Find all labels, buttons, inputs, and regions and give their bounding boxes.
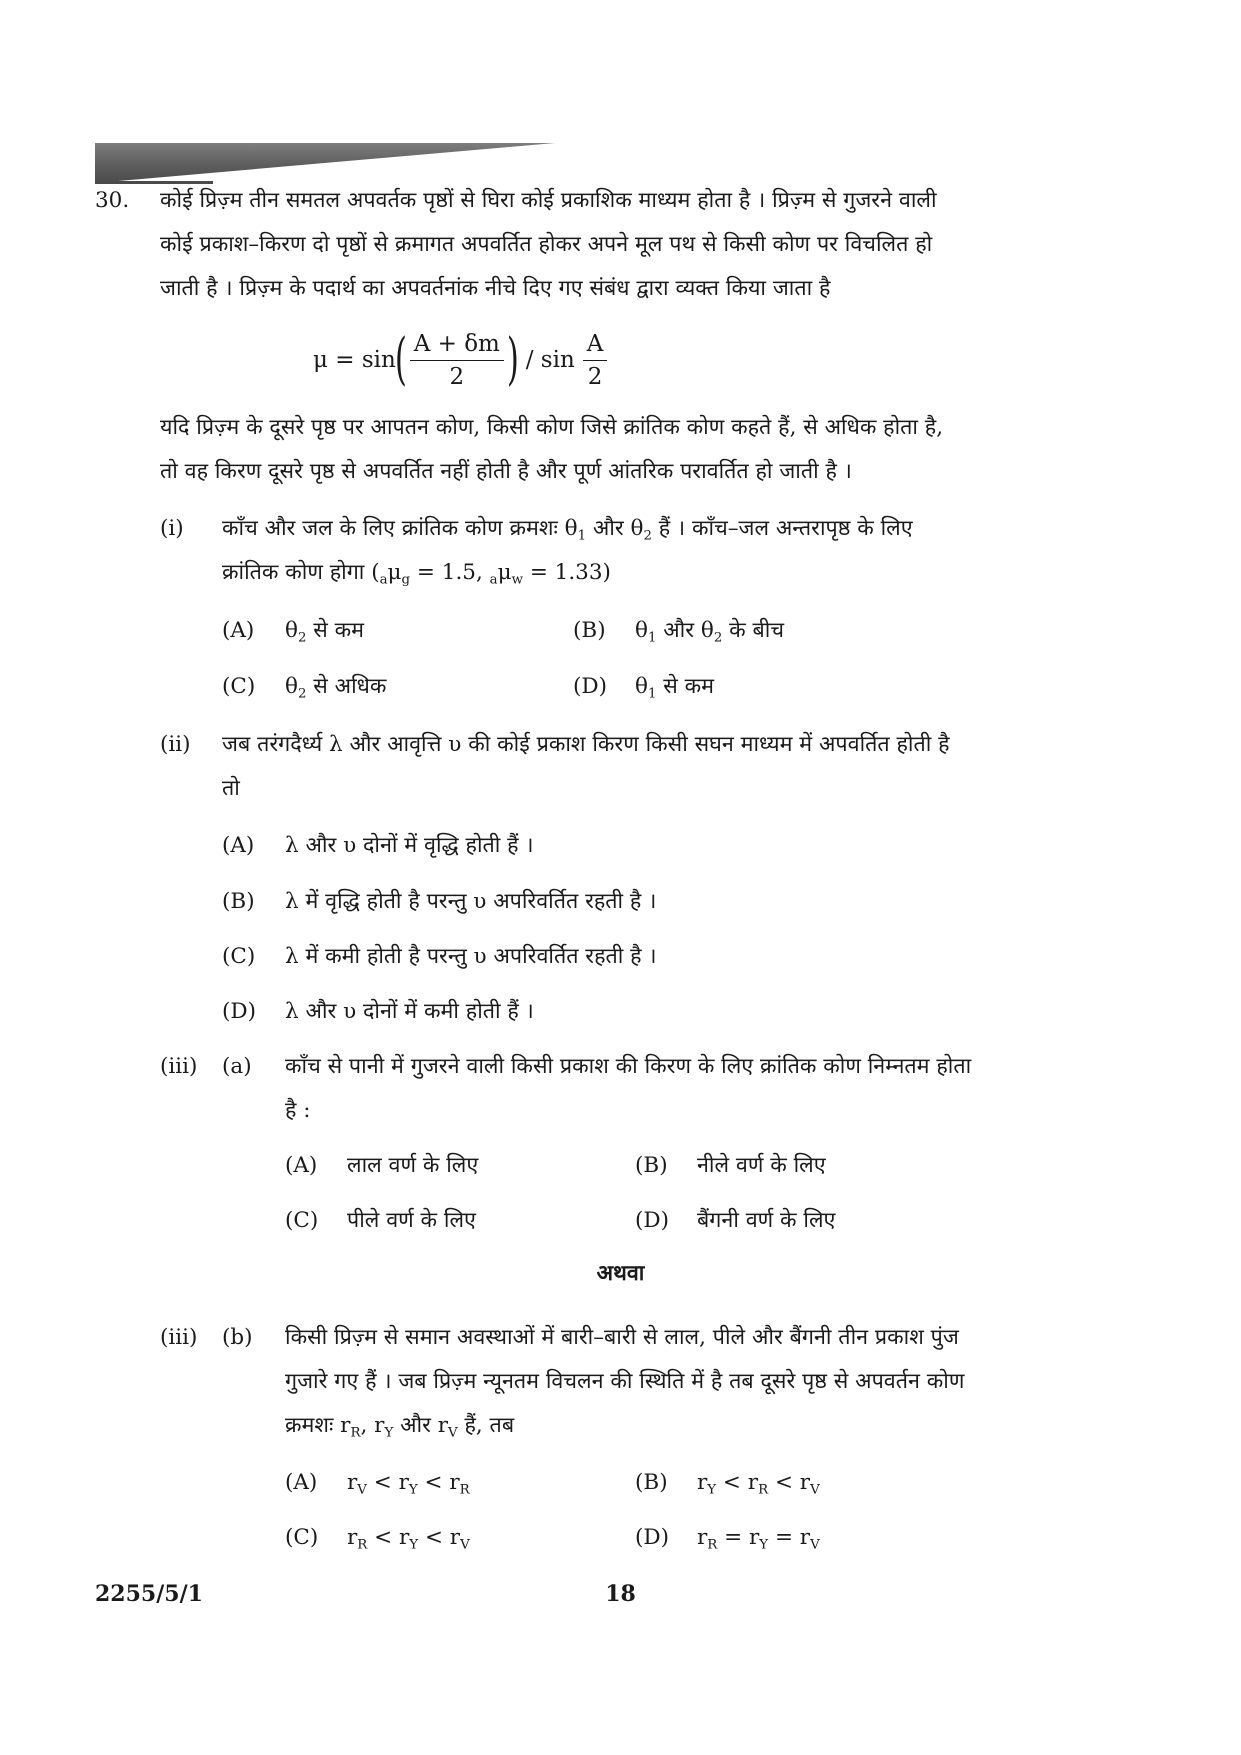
sub2-option-c-text: λ में कमी होती है परन्तु υ अपरिवर्तित रहती है ।: [285, 944, 657, 969]
sub1-option-a-label: (A): [222, 618, 255, 643]
sub3a-options-row-2: [0, 1201, 1241, 1241]
sub3a-option-d-label: (D): [635, 1208, 670, 1233]
question-intro-2: कोई प्रकाश–किरण दो पृष्ठों से क्रमागत अपवर्तित होकर अपने मूल पथ से किसी कोण पर विचलित हो: [160, 232, 933, 257]
sub3a-text-2: है :: [285, 1098, 311, 1123]
sub3a-text-1: काँच से पानी में गुजरने वाली किसी प्रकाश की किरण के लिए क्रांतिक कोण निम्नतम होता: [285, 1054, 972, 1079]
sub2-text-1: जब तरंगदैर्ध्य λ और आवृत्ति υ की कोई प्रकाश किरण किसी सघन माध्यम में अपवर्तित होती है: [222, 732, 950, 757]
sub2-option-d: [0, 992, 1241, 1032]
question-intro-1: कोई प्रिज़्म तीन समतल अपवर्तक पृष्ठों से घिरा कोई प्रकाशिक माध्यम होता है । प्रिज़्म से गुजरने वाली: [160, 188, 937, 213]
sub3a-option-b-text: नीले वर्ण के लिए: [697, 1153, 826, 1178]
sub3a-part: (a): [222, 1054, 252, 1079]
sub3b-text-1: किसी प्रिज़्म से समान अवस्थाओं में बारी–बारी से लाल, पीले और बैंगनी तीन प्रकाश पुंज: [285, 1325, 959, 1350]
formula-lhs: μ = sin: [313, 347, 396, 373]
sub3b-option-c-text: $r_R < r_Y < r_V$: [347, 1525, 470, 1553]
sub3a-line-1: [0, 1047, 1241, 1087]
para2-line-2: [0, 452, 1241, 492]
sub2-option-c-label: (C): [222, 944, 256, 969]
sub3a-label: (iii): [160, 1054, 198, 1079]
sub3b-label: (iii): [160, 1325, 198, 1350]
sub1-option-b-label: (B): [573, 618, 606, 643]
sub3b-option-a-label: (A): [285, 1470, 318, 1495]
sub2-option-d-text: λ और υ दोनों में कमी होती हैं ।: [285, 999, 534, 1024]
sub1-option-c-label: (C): [222, 674, 256, 699]
formula-fraction-2: [583, 330, 608, 391]
formula-denominator-2: 2: [587, 363, 603, 390]
sub2-option-a-label: (A): [222, 833, 255, 858]
sub2-option-a-text: λ और υ दोनों में वृद्धि होती हैं ।: [285, 833, 534, 858]
sub1-option-d-label: (D): [573, 674, 608, 699]
sub3a-option-d-text: बैंगनी वर्ण के लिए: [697, 1208, 836, 1233]
question-line-2: [0, 225, 1241, 265]
sub1-options-row-1: [0, 611, 1241, 651]
sub3b-options-row-1: [0, 1463, 1241, 1503]
sub3a-line-2: [0, 1091, 1241, 1131]
sub3b-line-3: [0, 1406, 1241, 1446]
refractive-index-formula: [313, 327, 611, 393]
sub3b-option-b-label: (B): [635, 1470, 668, 1495]
sub3b-options-row-2: [0, 1518, 1241, 1558]
sub1-option-d-text: $\theta_1$ से कम: [635, 674, 715, 702]
sub3b-text-3: क्रमशः $r_R$, $r_Y$ और $r_V$ हैं, तब: [285, 1413, 515, 1441]
formula-close-paren: ): [506, 327, 519, 392]
sub3b-option-d-text: $r_R = r_Y = r_V$: [697, 1525, 820, 1553]
sub3a-option-a-text: लाल वर्ण के लिए: [347, 1153, 479, 1178]
sub2-line-1: [0, 725, 1241, 765]
sub2-option-b-label: (B): [222, 889, 255, 914]
sub1-label: (i): [160, 516, 184, 541]
sub3a-options-row-1: [0, 1146, 1241, 1186]
sub3b-text-2: गुजारे गए हैं । जब प्रिज़्म न्यूनतम विचलन की स्थिति में है तब दूसरे पृष्ठ से अपवर्तन कोण: [285, 1369, 965, 1394]
formula-fraction-1: [410, 330, 504, 391]
formula-numerator-1: A + δm: [410, 330, 504, 361]
para2-text-1: यदि प्रिज़्म के दूसरे पृष्ठ पर आपतन कोण, किसी कोण जिसे क्रांतिक कोण कहते हैं, से अधिक होता है,: [160, 415, 944, 440]
sub1-option-b-text: $\theta_1$ और $\theta_2$ के बीच: [635, 618, 785, 646]
or-heading: अथवा: [596, 1261, 645, 1286]
sub3a-option-c-label: (C): [285, 1208, 319, 1233]
sub3b-part: (b): [222, 1325, 253, 1350]
sub1-line-2: [0, 553, 1241, 593]
sub1-options-row-2: [0, 667, 1241, 707]
question-line-1: [0, 181, 1241, 221]
sub3a-option-b-label: (B): [635, 1153, 668, 1178]
formula-open-paren: (: [394, 327, 407, 392]
sub2-line-2: [0, 769, 1241, 809]
sub3b-option-c-label: (C): [285, 1525, 319, 1550]
sub1-line-1: [0, 509, 1241, 549]
header-banner: [95, 143, 555, 183]
sub3b-option-b-text: $r_Y < r_R < r_V$: [697, 1470, 820, 1498]
question-intro-3: जाती है । प्रिज़्म के पदार्थ का अपवर्तनांक नीचे दिए गए संबंध द्वारा व्यक्त किया जाता है: [160, 276, 831, 301]
formula-numerator-2: A: [583, 330, 608, 361]
sub3b-line-1: [0, 1318, 1241, 1358]
sub3a-option-a-label: (A): [285, 1153, 318, 1178]
sub3b-line-2: [0, 1362, 1241, 1402]
sub3b-option-a-text: $r_V < r_Y < r_R$: [347, 1470, 470, 1498]
paper-code: 2255/5/1: [95, 1581, 203, 1607]
sub3a-option-c-text: पीले वर्ण के लिए: [347, 1208, 476, 1233]
sub2-label: (ii): [160, 732, 191, 757]
sub2-text-2: तो: [222, 776, 240, 801]
para2-text-2: तो वह किरण दूसरे पृष्ठ से अपवर्तित नहीं होती है और पूर्ण आंतरिक परावर्तित हो जाती है ।: [160, 459, 852, 484]
sub2-option-c: [0, 937, 1241, 977]
sub2-option-d-label: (D): [222, 999, 257, 1024]
formula-slash-sin: / sin: [525, 347, 575, 373]
sub3b-option-d-label: (D): [635, 1525, 670, 1550]
sub1-option-c-text: $\theta_2$ से अधिक: [285, 674, 387, 702]
question-number: 30.: [95, 188, 130, 213]
formula-denominator-1: 2: [449, 363, 465, 390]
sub2-option-a: [0, 826, 1241, 866]
para2-line-1: [0, 408, 1241, 448]
sub1-text-2: क्रांतिक कोण होगा ($_a\mu_g = 1.5$, $_a\mu_w = 1.33$): [222, 560, 611, 588]
page-number: 18: [605, 1581, 636, 1607]
question-line-3: [0, 269, 1241, 309]
sub2-option-b-text: λ में वृद्धि होती है परन्तु υ अपरिवर्तित रहती है ।: [285, 889, 657, 914]
sub1-text-1: काँच और जल के लिए क्रांतिक कोण क्रमशः $\theta_1$ और $\theta_2$ हैं । काँच–जल अन्तरापृष्ठ के लिए: [222, 516, 913, 544]
sub2-option-b: [0, 882, 1241, 922]
sub1-option-a-text: $\theta_2$ से कम: [285, 618, 365, 646]
